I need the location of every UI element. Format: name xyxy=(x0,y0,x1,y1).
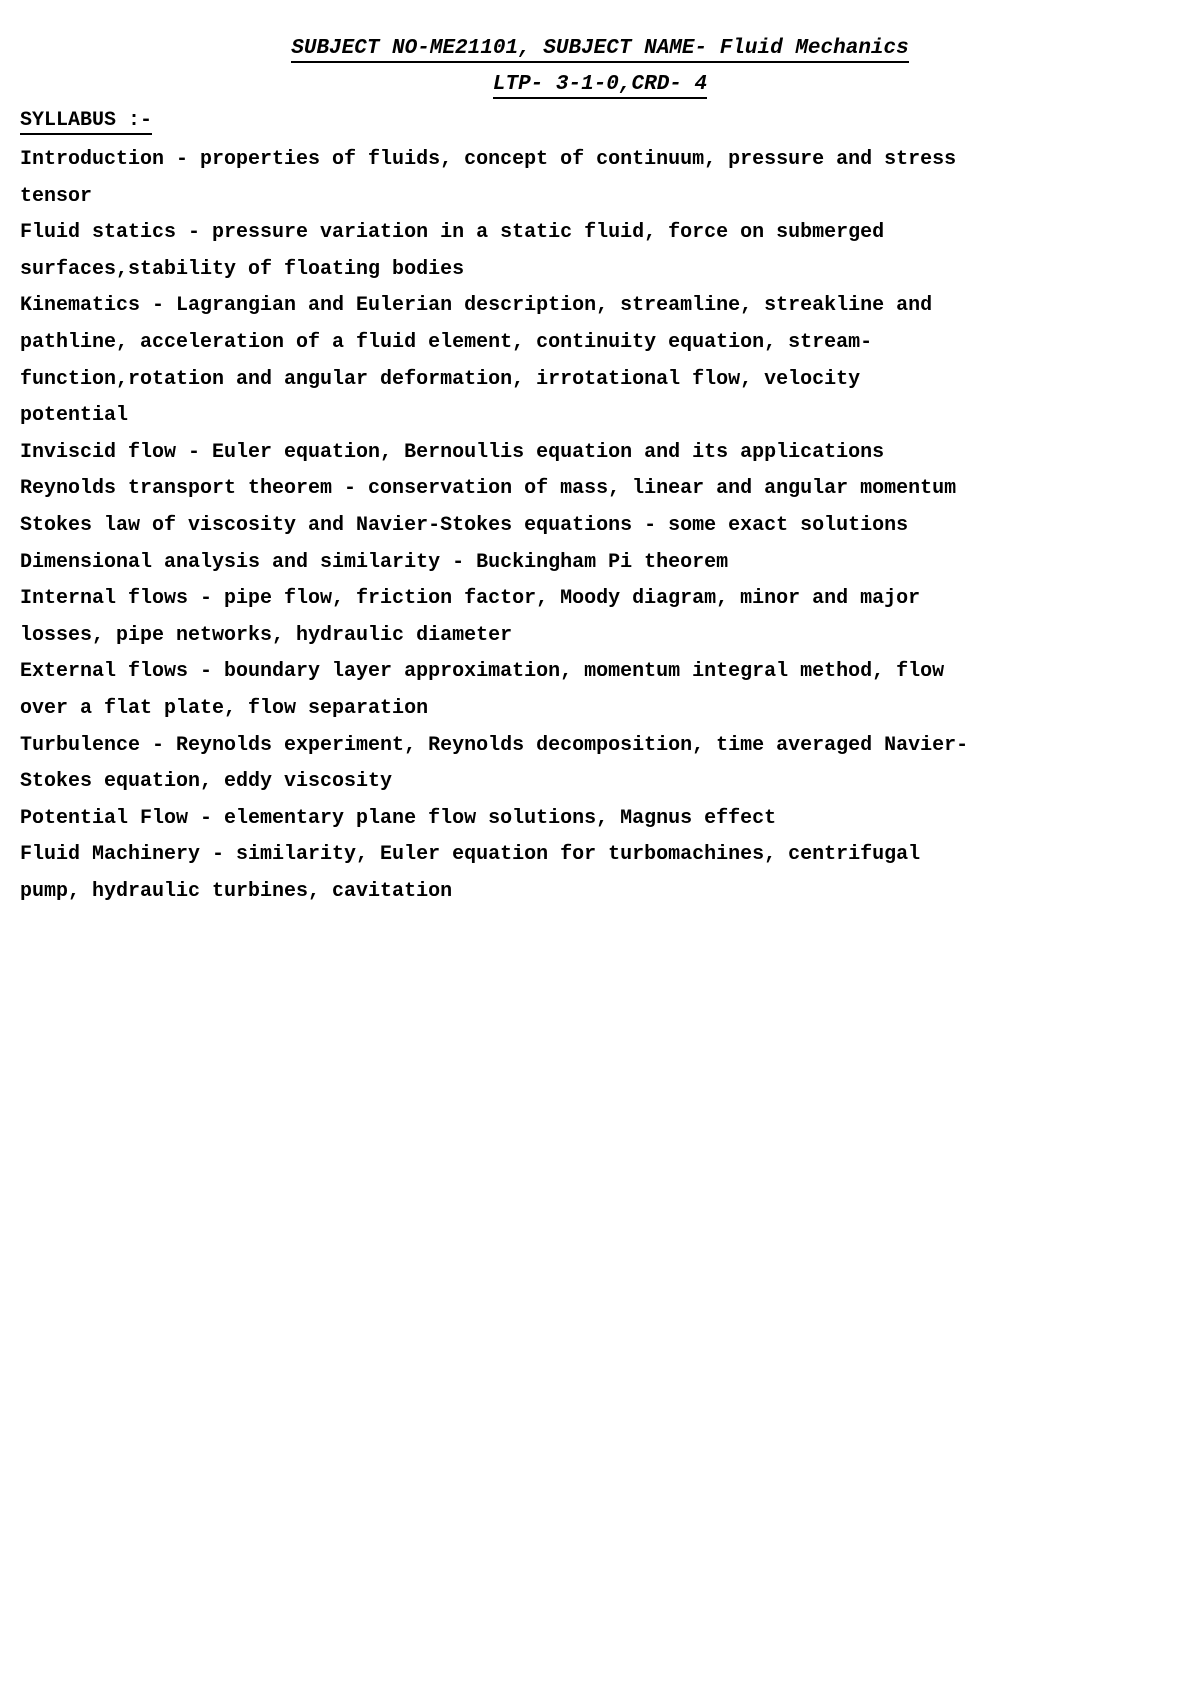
syllabus-item-external-flows: External flows - boundary layer approximation, momentum integral method, flow over a flat plate, flow separation xyxy=(20,660,945,720)
syllabus-heading xyxy=(20,106,152,136)
syllabus-item-turbulence: Turbulence - Reynolds experiment, Reynolds decomposition, time averaged Navier- Stokes equation, eddy viscosity xyxy=(20,733,969,794)
syllabus-item-potential-flow: Potential Flow - elementary plane flow solutions, Magnus effect xyxy=(20,806,777,830)
subject-title-text: SUBJECT NO-ME21101, SUBJECT NAME- Fluid Mechanics xyxy=(291,37,909,63)
syllabus-heading-text: SYLLABUS :- xyxy=(20,109,152,135)
syllabus-item-fluid-machinery: Fluid Machinery - similarity, Euler equation for turbomachines, centrifugal pump, hydraulic turbines, cavitation xyxy=(20,843,921,903)
syllabus-item-internal-flows: Internal flows - pipe flow, friction factor, Moody diagram, minor and major losses, pipe networks, hydraulic diameter xyxy=(20,587,921,647)
syllabus-item-introduction: Introduction - properties of fluids, concept of continuum, pressure and stress tensor xyxy=(20,148,957,208)
ltp-credit-line xyxy=(0,70,1200,100)
syllabus-item-fluid-statics: Fluid statics - pressure variation in a static fluid, force on submerged surfaces,stability of floating bodies xyxy=(20,221,885,281)
syllabus-item-dimensional-analysis: Dimensional analysis and similarity - Buckingham Pi theorem xyxy=(20,550,729,574)
syllabus-list xyxy=(20,142,1190,910)
syllabus-item-inviscid-flow: Inviscid flow - Euler equation, Bernoullis equation and its applications xyxy=(20,440,885,464)
ltp-credit-text: LTP- 3-1-0,CRD- 4 xyxy=(493,73,707,99)
subject-title xyxy=(0,34,1200,64)
syllabus-item-stokes-law: Stokes law of viscosity and Navier-Stokes equations - some exact solutions xyxy=(20,513,909,537)
syllabus-item-kinematics: Kinematics - Lagrangian and Eulerian description, streamline, streakline and pathline, acceleration of a fluid element, continuity equation, stream- function,rotation and angular deformation, irrotational flow, velocity potential xyxy=(20,294,933,428)
syllabus-item-reynolds-transport: Reynolds transport theorem - conservation of mass, linear and angular momentum xyxy=(20,477,957,501)
